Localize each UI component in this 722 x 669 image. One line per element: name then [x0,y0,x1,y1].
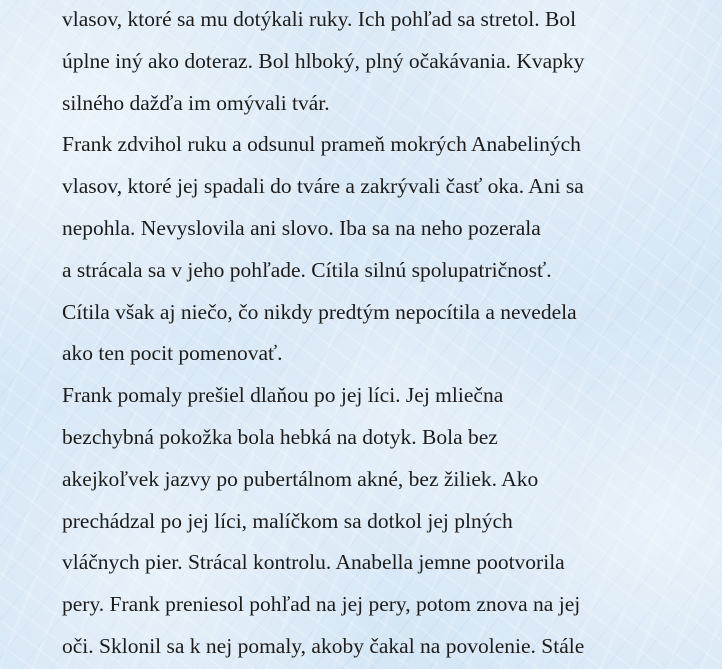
text-line: pery. Frank preniesol pohľad na jej pery, potom znova na jej [62,592,581,617]
text-line: prechádzal po jej líci, malíčkom sa dotkol jej plných [62,508,513,533]
text-line: vlasov, ktoré sa mu dotýkali ruky. Ich pohľad sa stretol. Bol [62,7,577,31]
text-line: vláčnych pier. Strácal kontrolu. Anabella jemne pootvorila [62,550,565,575]
text-line: oči. Sklonil sa k nej pomaly, akoby čakal na povolenie. Stále [62,633,585,658]
text-line: a strácala sa v jeho pohľade. Cítila silnú spolupatričnosť. [62,257,552,282]
text-line: akejkoľvek jazvy po pubertálnom akné, bez žiliek. Ako [62,466,539,491]
text-line: vlasov, ktoré jej spadali do tváre a zakrývali časť oka. Ani sa [62,174,584,199]
text-line: Frank pomaly prešiel dlaňou po jej líci. Jej mliečna [62,383,504,408]
text-line: bezchybná pokožka bola hebká na dotyk. Bola bez [62,424,498,449]
text-line: ako ten pocit pomenovať. [62,341,283,366]
text-line: Cítila však aj niečo, čo nikdy predtým nepocítila a nevedela [62,299,577,324]
text-line: nepohla. Nevyslovila ani slovo. Iba sa na neho pozerala [62,215,541,240]
text-line: Frank zdvihol ruku a odsunul prameň mokrých Anabeliných [62,132,581,157]
text-line: silného dažďa im omývali tvár. [62,90,330,115]
story-text [62,0,702,668]
text-line: úplne iný ako doteraz. Bol hlboký, plný očakávania. Kvapky [62,48,585,73]
